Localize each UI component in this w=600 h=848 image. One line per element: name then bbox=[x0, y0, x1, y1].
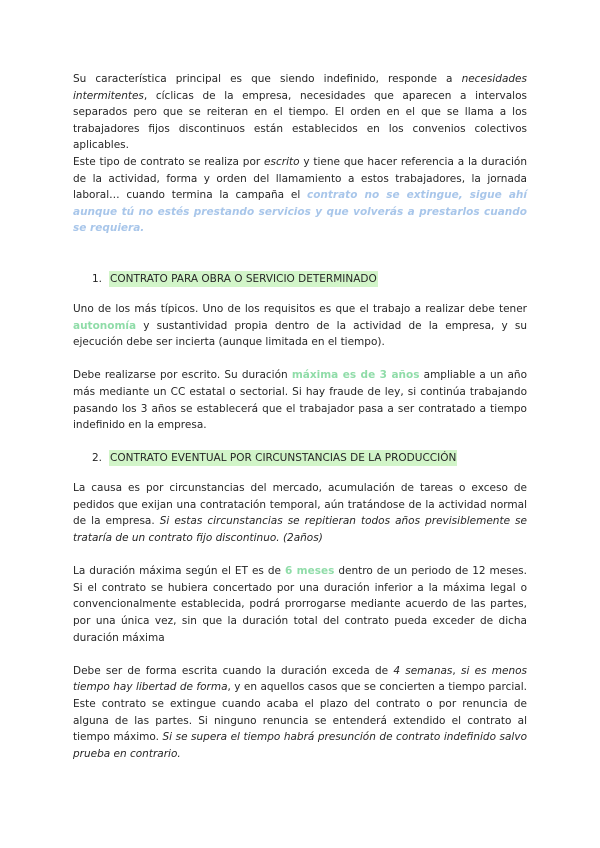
section-title: CONTRATO PARA OBRA O SERVICIO DETERMINADO bbox=[110, 272, 377, 285]
text-run-italic: 4 semanas bbox=[393, 664, 453, 677]
text-run-italic: Si estas circunstancias se repitieran todos años previsiblemente se trataría de un contrato fijo discontinuo. (2años) bbox=[73, 515, 527, 545]
spacer bbox=[73, 547, 527, 564]
section-number: 1. bbox=[92, 272, 103, 285]
text-run: Este tipo de contrato se realiza por bbox=[73, 155, 265, 168]
text-run-italic: escrito bbox=[264, 155, 300, 168]
text-run: Debe realizarse por escrito. Su duración bbox=[73, 369, 292, 382]
paragraph-eventual-forma bbox=[73, 663, 527, 763]
section-heading-1 bbox=[73, 271, 527, 287]
section-heading-2 bbox=[73, 450, 527, 466]
highlighted-text-green: máxima es de 3 años bbox=[291, 369, 420, 382]
spacer bbox=[73, 466, 527, 480]
text-run: dentro de un periodo de 12 meses. Si el contrato se hubiera concertado por una duración inferior a la máxima legal o convencionalmente establecida, podrá prorrogarse mediante acuerdo de las partes, por una única vez, sin que la duración total del contrato pueda exceder de dicha duración máxima bbox=[73, 565, 527, 644]
spacer bbox=[73, 646, 527, 663]
text-run: La duración máxima según el ET es de bbox=[73, 565, 286, 578]
section-title: CONTRATO EVENTUAL POR CIRCUNSTANCIAS DE LA PRODUCCIÓN bbox=[110, 452, 457, 465]
spacer bbox=[73, 434, 527, 451]
text-run-italic: necesidades intermitentes bbox=[73, 73, 527, 102]
text-run: y sustantividad propia dentro de la actividad de la empresa, y su ejecución debe ser incierta (aunque limitada en el tiempo). bbox=[73, 319, 527, 349]
paragraph-eventual-duracion bbox=[73, 563, 527, 646]
paragraph-fijo-discontinuo-definition bbox=[73, 71, 527, 154]
section-number: 2. bbox=[92, 452, 103, 465]
text-run: Uno de los más típicos. Uno de los requisitos es que el trabajo a realizar debe tener bbox=[73, 302, 527, 315]
highlighted-text-blue: contrato no se extingue, sigue ahí aunque tú no estés prestando servicios y que volverás a prestarlos cuando se requiera. bbox=[73, 189, 527, 235]
highlighted-text-green: 6 meses bbox=[285, 565, 335, 578]
text-run: Su característica principal es que siendo indefinido, responde a bbox=[73, 73, 462, 85]
paragraph-obra-requisitos bbox=[73, 301, 527, 351]
paragraph-obra-duracion bbox=[73, 367, 527, 433]
text-run: La causa es por circunstancias del mercado, acumulación de tareas o exceso de pedidos que exijan una contratación temporal, aún tratándose de la actividad normal de la empresa. bbox=[73, 482, 527, 528]
text-run: y tiene que hacer referencia a la duración de la actividad, forma y orden del llamamiento a estos trabajadores, la jornada laboral… cuando termina la campaña el bbox=[73, 155, 527, 202]
paragraph-fijo-discontinuo-form bbox=[73, 154, 527, 237]
text-run: , cíclicas de la empresa, necesidades que aparecen a intervalos separados pero que se reiteran en el tiempo. El orden en el que se llama a los trabajadores fijos discontinuos están establecidos en los convenios colectivos aplicables. bbox=[73, 89, 527, 152]
paragraph-eventual-causa bbox=[73, 480, 527, 546]
text-run: Debe ser de forma escrita cuando la duración exceda de bbox=[73, 664, 394, 677]
text-run-italic: si es menos tiempo hay libertad de forma bbox=[73, 664, 528, 694]
spacer bbox=[73, 287, 527, 301]
text-run: ampliable a un año más mediante un CC estatal o sectorial. Si hay fraude de ley, si continúa trabajando pasando los 3 años se establecerá que el trabajador pasa a ser contratado a tiempo indefinido en la empresa. bbox=[73, 369, 528, 432]
spacer bbox=[73, 351, 527, 368]
text-run-italic: Si se supera el tiempo habrá presunción de contrato indefinido salvo prueba en contrario. bbox=[73, 731, 527, 760]
spacer bbox=[73, 237, 527, 271]
highlighted-text-green: autonomía bbox=[73, 319, 137, 332]
text-run: , y en aquellos casos que se concierten a tiempo parcial. Este contrato se extingue cuando acaba el plazo del contrato o por renuncia de alguna de las partes. Si ninguno renuncia se entenderá extendido el contrato al tiempo máximo. bbox=[73, 681, 527, 744]
text-run: , bbox=[452, 664, 461, 677]
